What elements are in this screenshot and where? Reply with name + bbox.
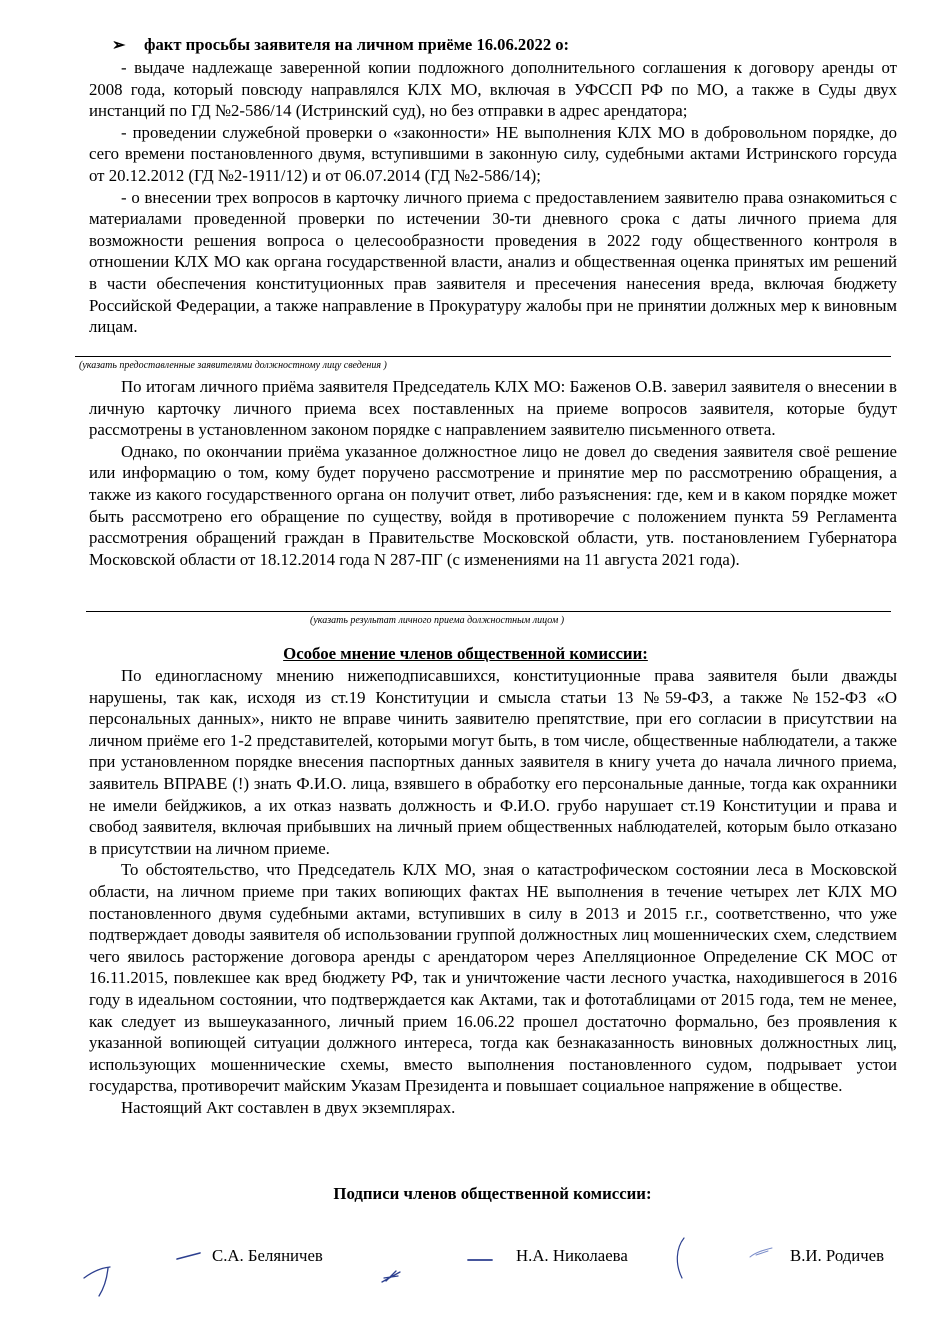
signature-mark-icon [672,1236,688,1280]
request-item: - выдаче надлежаще заверенной копии подложного дополнительного соглашения к договору аренды от 2008 года, который повсюду направлялся КЛХ МО, включая в УФССП РФ по МО, а также в Суды двух инстанций по ГД №2-586/14 (Истринский суд), но без отправки в адрес арендатора; [89,58,897,121]
opinion-paragraph: То обстоятельство, что Председатель КЛХ МО, зная о катастрофическом состоянии леса в Московской области, на личном приеме при таких вопиющих фактах НЕ выполнения в течение четырех лет КЛХ МО постановленного двумя судебными актами, вступивших в силу в 2013 и 2015 г.г., соответственно, что уже подтверждает доводы заявителя об использовании группой должностных лиц мошеннических схем, следствием чего явилось расторжение договора аренды с арендатором через Апелляционное Определение СК МОС от 16.11.2015, повлекшее как вред бюджету РФ, так и уничтожение части лесного участка, находившегося в 2016 году в идеальном состоянии, что подтверждается как Актами, так и фототаблицами от 2015 года, тем не менее, как следует из вышеуказанного, личный прием 16.06.22 прошел достаточно формально, без проявления к указанной вопиющей ситуации должного интереса, тогда как безнаказанность виновных должностных лиц, использующих мошеннические схемы, вместо выполнения постановленного судом, подрывает устои государства, противоречит майским Указам Президента и повышает социальное напряжение в обществе. [89,860,897,1096]
result-paragraph: По итогам личного приёма заявителя Председатель КЛХ МО: Баженов О.В. заверил заявителя о внесении в личную карточку личного приема всех поставленных на приеме вопросов заявителя, которые будут рассмотрены в установленном законом порядке с направлением заявителю письменного ответа. [89,377,897,440]
signatory-name: В.И. Родичев [790,1246,885,1265]
opinion-title: Особое мнение членов общественной комиссии: [283,644,648,663]
signature-mark-icon [467,1256,493,1264]
signatory-name: Н.А. Николаева [516,1246,628,1265]
request-item: - проведении служебной проверки о «законности» НЕ выполнения КЛХ МО в добровольном порядке, до сего времени постановленного двумя, вступившими в законную силу, судебными актами Истринского горсуда от 20.12.2012 (ГД №2-1911/12) и от 06.07.2014 (ГД №2-586/14); [89,122,897,185]
result-paragraph: Однако, по окончании приёма указанное должностное лицо не довел до сведения заявителя своё решение или информацию о том, кому будет поручено рассмотрение и принятие мер по рассмотрению обращения, а также из какого государственного органа он получит ответ, либо разъяснения: где, кем и в каком порядке может быть рассмотрено его обращение по существу, войдя в противоречие с положением пункта 59 Регламента рассмотрения обращений граждан в Правительстве Московской области, утв. постановлением Губернатора Московской области от 18.12.2014 года N 287-ПГ (с изменениями на 11 августа 2021 года). [89,441,897,569]
request-item: - о внесении трех вопросов в карточку личного приема с предоставлением заявителю права ознакомиться с материалами проведенной проверки по истечении 30-ти дневного срока с даты личного приема для возможности решения вопроса о целесообразности проведения в 2022 году общественного контроля в отношении КЛХ МО как органа государственной власти, анализ и общественная оценка принятых им решений в части обеспечения конституционных прав заявителя и пресечения нанесения вреда, включая бюджету Российской Федерации, а также направление в Прокуратуру жалобы при не принятии должных мер к виновным лицам. [89,187,897,337]
signatory-name: С.А. Беляничев [212,1246,323,1265]
signature-mark-icon [176,1250,202,1264]
signatures-title: Подписи членов общественной комиссии: [333,1184,652,1203]
underline-rule [75,356,891,357]
arrow-bullet-icon: ➢ [112,37,126,54]
signature-mark-icon [380,1268,404,1284]
requests-heading [112,34,569,57]
underline-rule [86,611,891,612]
signature-mark-icon [748,1246,774,1260]
caption-note-result: (указать результат личного приема должностным лицом ) [310,615,565,626]
opinion-paragraph: Настоящий Акт составлен в двух экземплярах. [121,1097,456,1117]
requests-heading-text: факт просьбы заявителя на личном приёме 16.06.2022 о: [144,35,570,54]
opinion-section [89,665,897,1118]
result-section [89,376,897,570]
caption-note-statements: (указать предоставленные заявителями должностному лицу сведения ) [79,360,387,371]
opinion-paragraph: По единогласному мнению нижеподписавшихся, конституционные права заявителя были дважды нарушены, так как, исходя из ст.19 Конституции и смысла статьи 13 №59-ФЗ, а также №152-ФЗ «О персональных данных», никто не вправе чинить заявителю препятствие, при его согласии в присутствии на личном приёме его 1-2 представителей, которыми могут быть, в том числе, общественные наблюдатели, а также при установленном порядке внесения паспортных данных заявителя в книгу учета до начала личного приема, заявитель ВПРАВЕ (!) знать Ф.И.О. лица, взявшего в обработку его персональные данные, тогда как охранники не имели бейджиков, а их отказ назвать должность и Ф.И.О. грубо нарушает ст.19 Конституции и права и свобод заявителя, включая прибывших на личный прием общественных наблюдателей, которым было отказано в присутствии на личном приеме. [89,666,897,858]
requests-list [89,57,897,338]
signature-mark-icon [82,1264,116,1298]
